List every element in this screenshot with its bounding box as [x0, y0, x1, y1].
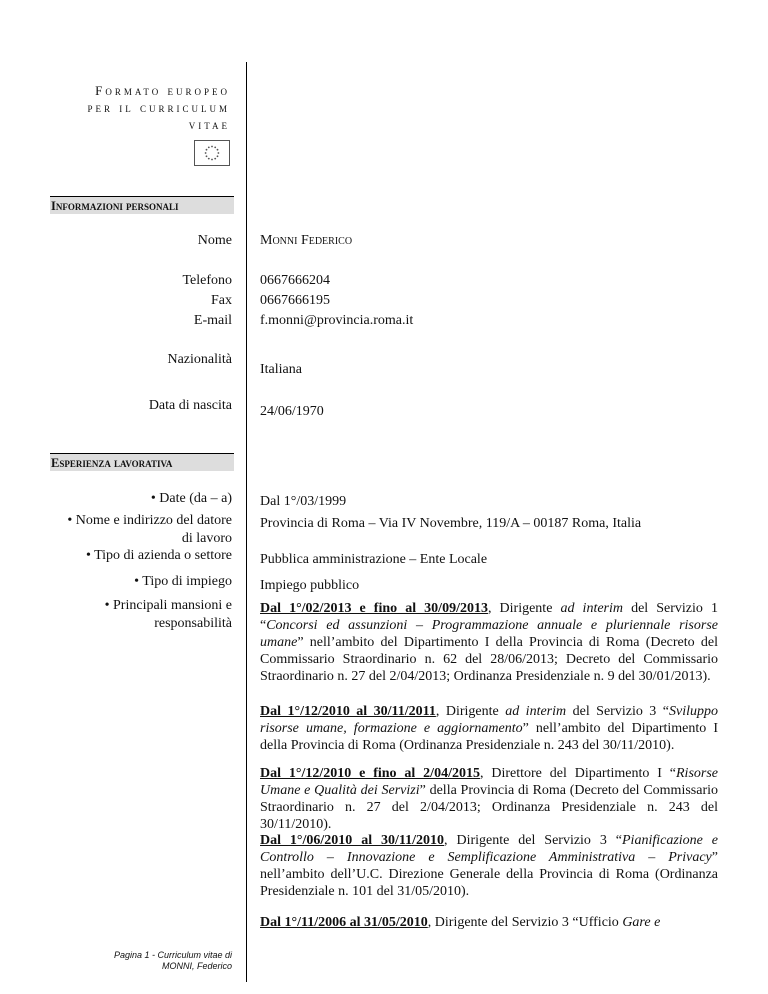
value-job-type: Impiego pubblico: [260, 578, 360, 593]
duty-entry: Dal 1°/02/2013 e fino al 30/09/2013, Dirigente ad interim del Servizio 1 “Concorsi ed assunzioni – Programmazione annuale e pluriennale risorse umane” nell’ambito del Dipartimento I della Provincia di Roma (Decreto del Commissario Straordinario n. 62 del 28/06/2013; Decreto del Commissario Straordinario n. 27 del 2/04/2013; Ordinanza Presidenziale n. 9 del 30/01/2013).: [260, 601, 718, 684]
duty-entry: Dal 1°/11/2006 al 31/05/2010, Dirigente del Servizio 3 “Ufficio Gare e: [260, 915, 661, 930]
column-divider: [246, 62, 247, 982]
value-data-nascita: 24/06/1970: [260, 404, 324, 419]
label-data-nascita: Data di nascita: [148, 398, 232, 413]
value-fax: 0667666195: [260, 293, 330, 308]
footer-line-2: MONNI, Federico: [161, 961, 232, 971]
label-job-type: • Tipo di impiego: [134, 574, 232, 589]
heading-line-1: Formato europeo: [95, 83, 230, 98]
page-footer: [100, 950, 232, 972]
label-nome: Nome: [197, 233, 232, 248]
section-work-experience: Esperienza lavorativa: [50, 453, 234, 471]
label-date: • Date (da – a): [150, 491, 232, 506]
document-heading: [80, 82, 230, 133]
value-sector: Pubblica amministrazione – Ente Locale: [260, 552, 488, 567]
label-nazionalita: Nazionalità: [167, 352, 232, 367]
duty-entry: Dal 1°/12/2010 e fino al 2/04/2015, Direttore del Dipartimento I “Risorse Umane e Qualità dei Servizi” della Provincia di Roma (Decreto del Commissario Straordinario n. 27 del 2/04/2013; Ordinanza Presidenziale n. 243 del 30/11/2010).: [260, 766, 718, 832]
label-employer: • Nome e indirizzo del datore di lavoro: [67, 513, 232, 546]
label-email: E-mail: [193, 313, 232, 328]
label-telefono: Telefono: [182, 273, 232, 288]
value-email[interactable]: f.monni@provincia.roma.it: [260, 313, 414, 328]
footer-line-1: Pagina 1 - Curriculum vitae di: [113, 950, 232, 960]
label-sector: • Tipo di azienda o settore: [85, 548, 232, 563]
value-employer: Provincia di Roma – Via IV Novembre, 119/A – 00187 Roma, Italia: [260, 516, 642, 531]
label-fax: Fax: [211, 293, 232, 308]
duty-entry: Dal 1°/12/2010 al 30/11/2011, Dirigente ad interim del Servizio 3 “Sviluppo risorse umane, formazione e aggiornamento” nell’ambito del Dipartimento I della Provincia di Roma (Ordinanza Presidenziale n. 243 del 30/11/2010).: [260, 704, 718, 753]
label-duties: • Principali mansioni e responsabilità: [104, 598, 232, 631]
eu-flag-icon: [194, 140, 230, 166]
heading-line-2: per il curriculum: [87, 100, 230, 115]
duty-entry: Dal 1°/06/2010 al 30/11/2010, Dirigente del Servizio 3 “Pianificazione e Controllo – Innovazione e Semplificazione Amministrativa – Privacy” nell’ambito dell’U.C. Direzione Generale della Provincia di Roma (Ordinanza Presidenziale n. 101 del 31/05/2010).: [260, 833, 719, 899]
heading-line-3: vitae: [188, 117, 230, 132]
value-nome: Monni Federico: [260, 233, 353, 248]
value-date: Dal 1°/03/1999: [260, 494, 347, 509]
value-telefono: 0667666204: [260, 273, 330, 288]
section-personal-info: Informazioni personali: [50, 196, 234, 214]
value-nazionalita: Italiana: [260, 362, 302, 377]
